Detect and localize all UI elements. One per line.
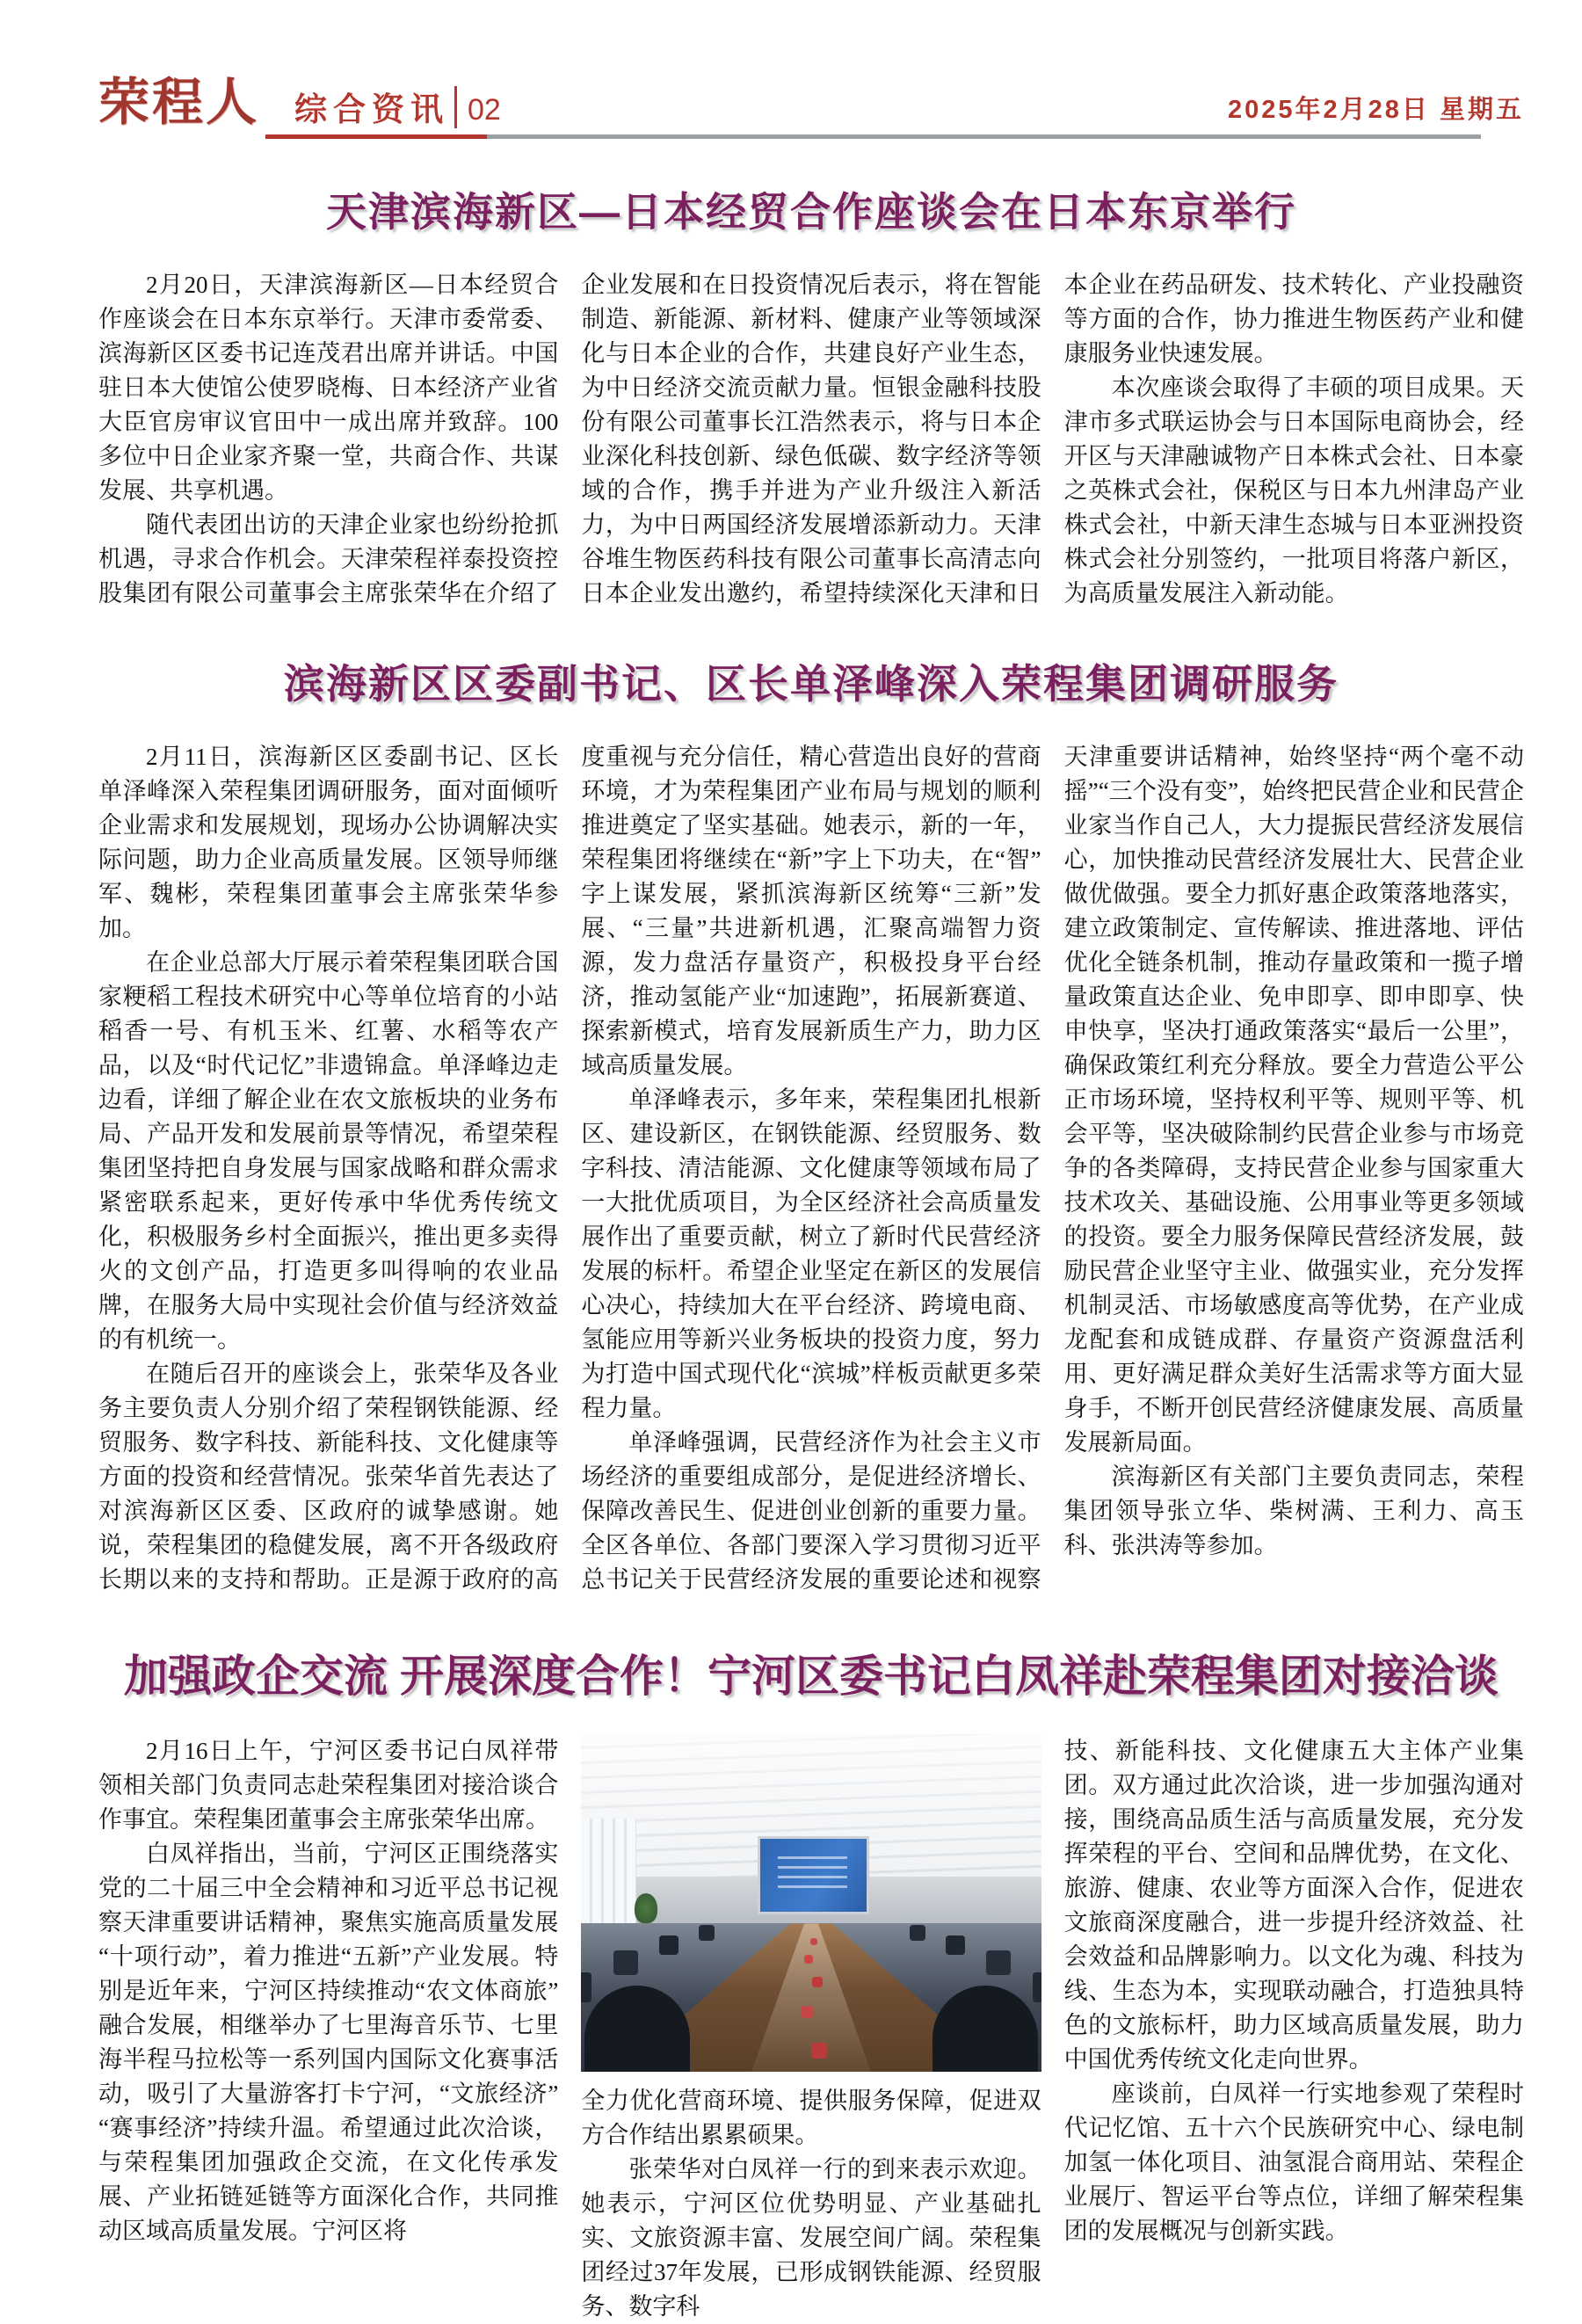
page-number: 02 (468, 93, 501, 127)
photo-projection-screen (760, 1839, 866, 1912)
meeting-photo (581, 1734, 1041, 2072)
article-tianjin-japan-symposium (98, 188, 1524, 611)
masthead-logo: 荣程人 (98, 74, 260, 131)
article-3-body (98, 1734, 1524, 2324)
masthead (98, 74, 1524, 139)
masthead-divider-line (454, 86, 457, 128)
paragraph: 在企业总部大厅展示着荣程集团联合国家粳稻工程技术研究中心等单位培育的小站稻香一号、有机玉米、红薯、水稻等农产品，以及“时代记忆”非遗锦盒。单泽峰边走边看，详细了解企业在农文旅板块的业务布局、产品开发和发展前景等情况，希望荣程集团坚持把自身发展与国家战略和群众需求紧密联系起来，更好传承中华优秀传统文化，积极服务乡村全面振兴，推出更多卖得火的文创产品，打造更多叫得响的农业品牌，在服务大局中实现社会价值与经济效益的有机统一。 (98, 949, 559, 1354)
article-3-title: 加强政企交流 开展深度合作！宁河区委书记白凤祥赴荣程集团对接洽谈 (124, 1652, 1499, 1702)
paragraph: 滨海新区有关部门主要负责同志，荣程集团领导张立华、柴树满、王利力、高玉科、张洪涛等参加。 (1063, 1463, 1524, 1559)
paragraph: 白凤祥指出，当前，宁河区正围绕落实党的二十届三中全会精神和习近平总书记视察天津重要讲话精神，聚焦实施高质量发展“十项行动”，着力推进“五新”产业发展。特别是近年来，宁河区持续推动“农文体商旅”融合发展，相继举办了七里海音乐节、七里海半程马拉松等一系列国内国际文化赛事活动，吸引了大量游客打卡宁河，“文旅经济”“赛事经济”持续升温。希望通过此次洽谈，与荣程集团加强政企交流，在文化传承发展、产业拓链延链等方面深化合作，共同推动区域高质量发展。宁河区将 (98, 1841, 559, 2245)
photo-flower-centerpieces (811, 1935, 813, 1937)
paragraph: 2月11日，滨海新区区委副书记、区长单泽峰深入荣程集团调研服务，面对面倾听企业需求和发展规划，现场办公协调解决实际问题，助力企业高质量发展。区领导师继军、魏彬，荣程集团董事会主席张荣华参加。 (98, 744, 559, 942)
paragraph: 2月16日上午，宁河区委书记白凤祥带领相关部门负责同志赴荣程集团对接洽谈合作事宜。荣程集团董事会主席张荣华出席。 (98, 1738, 559, 1834)
paragraph: 随代表团出访的天津企业家也纷纷抢抓机遇，寻求合作机会。天津荣程祥泰投资控股集团有限公司董事会主席张荣华在介绍了企业发展和在日投资情况后表示，将在智能制造、新能源、新材料、健康产业等领域深化与日本企业的合作，共建良好产业生态，为中日经济交流贡献力量。恒银金融科技股份有限公司董事长江浩然表示，将与日本企业深化科技创新、绿色低碳、数字经济等领域的合作，携手并进为产业升级注入新活力，为中日两国经济发展增添新动力。天津谷堆生物医药科技有限公司董事长高清志向日本企业发出邀约，希望持续深化天津和日本企业在药品研发、技术转化、产业投融资等方面的合作，协力推进生物医药产业和健康服务业快速发展。 (98, 272, 1524, 607)
article-bai-fengxiang-cooperation-talks (98, 1650, 1524, 2324)
article-1-body (98, 268, 1524, 611)
article-3-col-right (1064, 1734, 1524, 2324)
paragraph: 张荣华对白凤祥一行的到来表示欢迎。她表示，宁河区位优势明显、产业基础扎实、文旅资源丰富、发展空间广阔。荣程集团经过37年发展，已形成钢铁能源、经贸服务、数字科 (581, 2156, 1041, 2320)
article-1-title: 天津滨海新区—日本经贸合作座谈会在日本东京举行 (326, 189, 1296, 235)
photo-window-blinds (581, 1819, 636, 1923)
masthead-rule-red-segment (265, 134, 487, 139)
masthead-date: 2025年2月28日 星期五 (1228, 96, 1524, 124)
section-label: 综合资讯 (294, 91, 450, 127)
paragraph: 单泽峰表示，多年来，荣程集团扎根新区、建设新区，在钢铁能源、经贸服务、数字科技、清洁能源、文化健康等领域布局了一大批优质项目，为全区经济社会高质量发展作出了重要贡献，树立了新时代民营经济发展的标杆。希望企业坚定在新区的发展信心决心，持续加大在平台经济、跨境电商、氢能应用等新兴业务板块的投资力度，努力为打造中国式现代化“滨城”样板贡献更多荣程力量。 (581, 1086, 1041, 1422)
paragraph: 2月20日，天津滨海新区—日本经贸合作座谈会在日本东京举行。天津市委常委、滨海新区区委书记连茂君出席并讲话。中国驻日本大使馆公使罗晓梅、日本经济产业省大臣官房审议官田中一成出席并致辞。100多位中日企业家齐聚一堂，共商合作、共谋发展、共享机遇。 (98, 272, 559, 505)
article-3-col-middle (581, 1734, 1041, 2324)
paragraph: 本次座谈会取得了丰硕的项目成果。天津市多式联运协会与日本国际电商协会，经开区与天津融诚物产日本株式会社、日本豪之英株式会社，保税区与日本九州津岛产业株式会社，中新天津生态城与日本亚洲投资株式会社分别签约，一批项目将落户新区，为高质量发展注入新动能。 (1063, 374, 1524, 607)
article-shan-zefeng-research-visit (98, 660, 1524, 1597)
article-2-title: 滨海新区区委副书记、区长单泽峰深入荣程集团调研服务 (284, 661, 1339, 708)
paragraph: 在随后召开的座谈会上，张荣华及各业务主要负责人分别介绍了荣程钢铁能源、经贸服务、数字科技、新能科技、文化健康等方面的投资和经营情况。张荣华首先表达了对滨海新区区委、区政府的诚挚感谢。她说，荣程集团的稳健发展，离不开各级政府长期以来的支持和帮助。正是源于政府的高度重视与充分信任，精心营造出良好的营商环境，才为荣程集团产业布局与规划的顺利推进奠定了坚实基础。她表示，新的一年，荣程集团将继续在“新”字上下功夫，在“智”字上谋发展，紧抓滨海新区统筹“三新”发展、“三量”共进新机遇，汇聚高端智力资源，发力盘活存量资产，积极投身平台经济，推动氢能产业“加速跑”，拓展新赛道、探索新模式，培育发展新质生产力，助力区域高质量发展。 (98, 744, 1041, 1594)
article-2-body (98, 740, 1524, 1597)
article-3-col-left (98, 1734, 558, 2324)
paragraph: 全力优化营商环境、提供服务保障，促进双方合作结出累累硕果。 (581, 2088, 1041, 2149)
masthead-rule (265, 134, 1481, 139)
paragraph: 座谈前，白凤祥一行实地参观了荣程时代记忆馆、五十六个民族研究中心、绿电制加氢一体化项目、油氢混合商用站、荣程企业展厅、智运平台等点位，详细了解荣程集团的发展概况与创新实践。 (1063, 2081, 1524, 2245)
paragraph: 技、新能科技、文化健康五大主体产业集团。双方通过此次洽谈，进一步加强沟通对接，围绕高品质生活与高质量发展，充分发挥荣程的平台、空间和品牌优势，在文化、旅游、健康、农业等方面深入合作，促进农文旅商深度融合，进一步提升经济效益、社会效益和品牌影响力。以文化为魂、科技为线、生态为本，实现联动融合，打造独具特色的文旅标杆，助力区域高质量发展，助力中国优秀传统文化走向世界。 (1063, 1738, 1524, 2073)
paragraph: 单泽峰强调，民营经济作为社会主义市场经济的重要组成部分，是促进经济增长、保障改善民生、促进创业创新的重要力量。全区各单位、各部门要深入学习贯彻习近平总书记关于民营经济发展的重要论述和视察天津重要讲话精神，始终坚持“两个毫不动摇”“三个没有变”，始终把民营企业和民营企业家当作自己人，大力提振民营经济发展信心，加快推动民营经济发展壮大、民营企业做优做强。要全力抓好惠企政策落地落实，建立政策制定、宣传解读、推进落地、评估优化全链条机制，推动存量政策和一揽子增量政策直达企业、免申即享、即申即享、快申快享，坚决打通政策落实“最后一公里”，确保政策红利充分释放。要全力营造公平公正市场环境，坚持权利平等、规则平等、机会平等，坚决破除制约民营企业参与市场竞争的各类障碍，支持民营企业参与国家重大技术攻关、基础设施、公用事业等更多领域的投资。要全力服务保障民营经济发展，鼓励民营企业坚守主业、做强实业，充分发挥机制灵活、市场敏感度高等优势，在产业成龙配套和成链成群、存量资产资源盘活利用、更好满足群众美好生活需求等方面大显身手，不断开创民营经济健康发展、高质量发展新局面。 (581, 744, 1524, 1594)
photo-plant (635, 1893, 657, 1923)
masthead-rule-gray-segment (487, 134, 1481, 139)
